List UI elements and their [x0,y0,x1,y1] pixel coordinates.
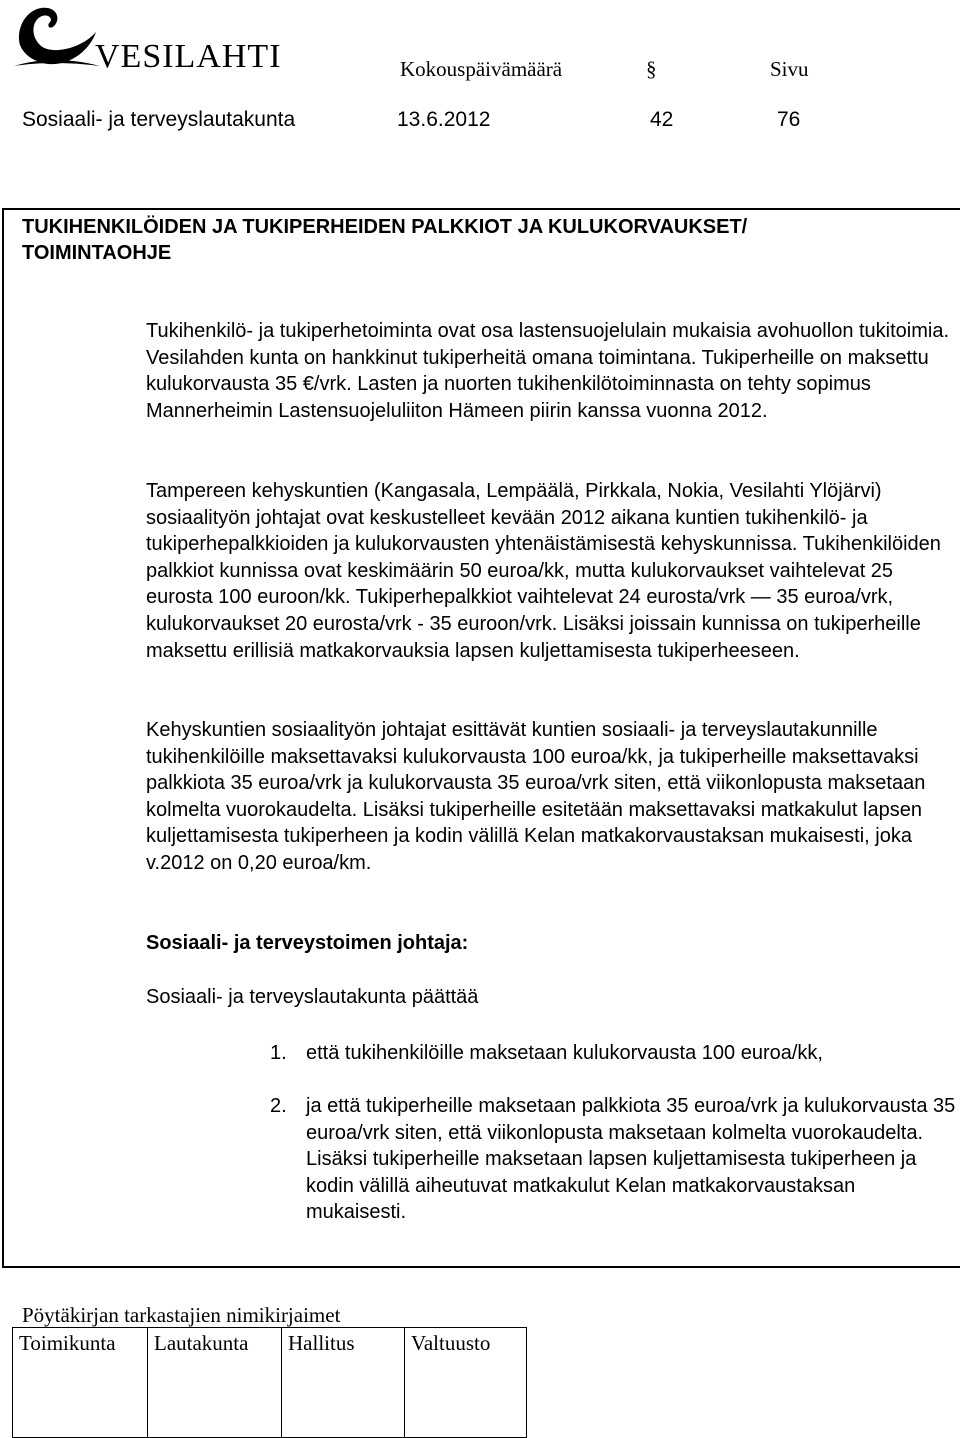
decision-number: 1. [270,1042,287,1064]
initials-cell-hallitus: Hallitus [282,1328,405,1438]
document-title [22,214,922,266]
decision-intro: Sosiaali- ja terveyslautakunta päättää [146,986,479,1008]
initials-caption: Pöytäkirjan tarkastajien nimikirjaimet [22,1303,341,1327]
title-line-1: TUKIHENKILÖIDEN JA TUKIPERHEIDEN PALKKIOT JA KULUKORVAUKSET/ [22,216,748,238]
meeting-date: 13.6.2012 [397,108,491,131]
paragraph-1-text: Tukihenkilö- ja tukiperhetoiminta ovat osa lastensuojelulain mukaisia avohuollon tukitoimia. Vesilahden kunta on hankkinut tukiperheitä omana toimintana. Tukiperheille on maksettu kulukorvausta 35 €/vrk. Lasten ja nuorten tukihenkilötoiminnasta on tehty sopimus Mannerheimin Lastensuojeluliiton Hämeen piirin kanssa vuonna 2012. [146,320,950,422]
initials-cell-lautakunta: Lautakunta [148,1328,282,1438]
page-number: 76 [777,108,801,131]
board-name: Sosiaali- ja terveyslautakunta [22,108,296,131]
section-symbol: § [646,57,657,81]
logo-wordmark: VESILAHTI [95,38,282,75]
title-line-2: TOIMINTAOHJE [22,242,172,264]
paragraph-3-text: Kehyskuntien sosiaalityön johtajat esittävät kuntien sosiaali- ja terveyslautakunnille tukihenkilöille maksettavaksi kulukorvausta 100 euroa/kk, ja tukiperheille maksettavaksi palkkiota 35 euroa/vrk ja kulukorvausta 35 euroa/vrk siten, että viikonlopusta maksetaan kolmelta vuorokaudelta. Lisäksi tukiperheille esitetään maksettavaksi matkakulut lapsen kuljettamisesta tukiperheen ja kodin välillä Kelan matkakorvaustaksan mukaisesti, joka v.2012 on 0,20 euroa/km. [146,719,926,874]
proposer-heading: Sosiaali- ja terveystoimen johtaja: [146,932,469,954]
section-number: 42 [650,108,674,131]
paragraph-3 [146,717,956,877]
initials-table [12,1327,527,1438]
initials-cell-valtuusto: Valtuusto [405,1328,527,1438]
initials-cell-toimikunta: Toimikunta [13,1328,148,1438]
paragraph-2 [146,478,956,664]
decision-text: että tukihenkilöille maksetaan kulukorvausta 100 euroa/kk, [306,1042,823,1064]
paragraph-2-text: Tampereen kehyskuntien (Kangasala, Lempäälä, Pirkkala, Nokia, Vesilahti Ylöjärvi) sosiaalityön johtajat ovat keskustelleet kevään 2012 aikana kuntien tukihenkilö- ja tukiperhepalkkioiden ja kulukorvausten yhtenäistämisestä kehyskunnissa. Tukihenkilöiden palkkiot kunnissa ovat keskimäärin 50 euroa/kk, mutta kulukorvaukset vaihtelevat 25 eurosta 100 euroon/kk. Tukiperhepalkkiot vaihtelevat 24 eurosta/vrk — 35 euroa/vrk, kulukorvaukset 20 eurosta/vrk - 35 euroon/vrk. Lisäksi joissain kunnissa on tukiperheille maksettu erillisiä matkakorvauksia lapsen kuljettamisesta tukiperheeseen. [146,480,941,662]
decision-text: ja että tukiperheille maksetaan palkkiota 35 euroa/vrk ja kulukorvausta 35 euroa/vrk siten, että viikonlopusta maksetaan kolmelta vuorokaudelta. Lisäksi tukiperheille maksetaan lapsen kuljettamisesta tukiperheen ja kodin välillä aiheutuvat matkakulut Kelan matkakorvaustaksan mukaisesti. [306,1095,956,1224]
page-label: Sivu [770,57,809,81]
meeting-date-label: Kokouspäivämäärä [400,57,563,81]
paragraph-1 [146,318,956,424]
decision-number: 2. [270,1095,287,1117]
